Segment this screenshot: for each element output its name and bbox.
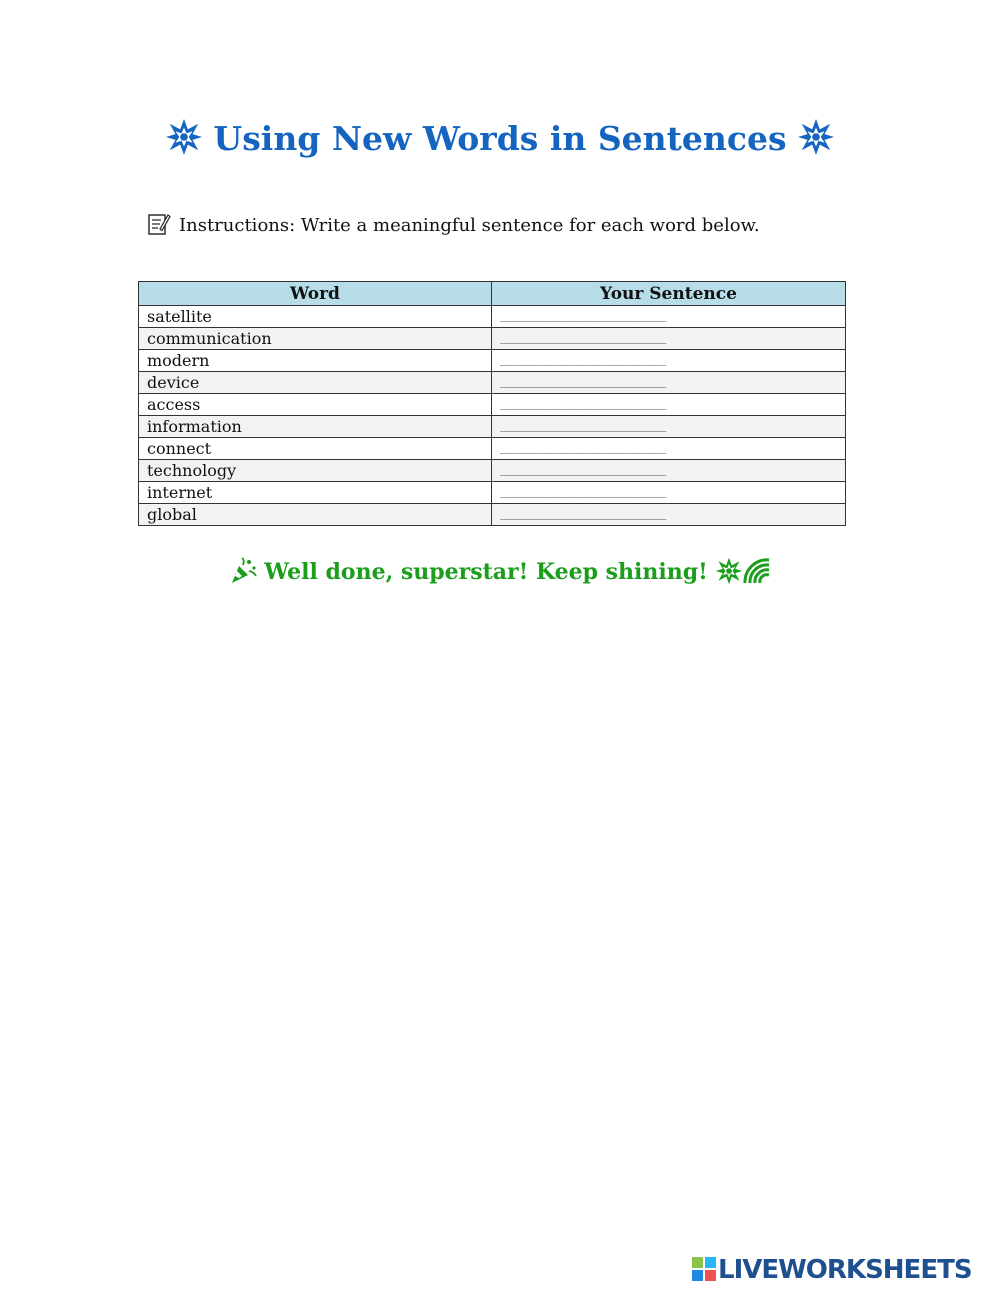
- table-row: [139, 416, 846, 438]
- table-row: [139, 372, 846, 394]
- table-row: [139, 328, 846, 350]
- column-header-sentence: Your Sentence: [492, 282, 846, 306]
- sparkle-icon: [715, 557, 743, 585]
- table-row: [139, 394, 846, 416]
- sentence-blank[interactable]: ______________________________: [492, 328, 846, 350]
- word-cell: internet: [139, 482, 492, 504]
- word-cell: connect: [139, 438, 492, 460]
- rainbow-icon: [743, 557, 771, 585]
- word-cell: global: [139, 504, 492, 526]
- word-cell: technology: [139, 460, 492, 482]
- page-title: [0, 118, 1000, 158]
- page-title-text: Using New Words in Sentences: [213, 119, 787, 158]
- sparkle-icon: [165, 118, 203, 156]
- word-cell: communication: [139, 328, 492, 350]
- instructions: [147, 212, 760, 236]
- sentence-blank[interactable]: ______________________________: [492, 482, 846, 504]
- word-cell: information: [139, 416, 492, 438]
- word-cell: access: [139, 394, 492, 416]
- encouragement-text: Well done, superstar! Keep shining!: [264, 559, 708, 585]
- table-row: [139, 306, 846, 328]
- words-table: [138, 281, 846, 526]
- table-row: [139, 504, 846, 526]
- sparkle-icon: [797, 118, 835, 156]
- party-popper-icon: [229, 557, 257, 585]
- sentence-blank[interactable]: ______________________________: [492, 350, 846, 372]
- sentence-blank[interactable]: ______________________________: [492, 504, 846, 526]
- encouragement-message: [0, 557, 1000, 585]
- sentence-blank[interactable]: ______________________________: [492, 394, 846, 416]
- liveworksheets-logo-icon: [692, 1257, 716, 1281]
- memo-icon: [147, 212, 171, 236]
- word-cell: satellite: [139, 306, 492, 328]
- table-header-row: [139, 282, 846, 306]
- table-row: [139, 438, 846, 460]
- sentence-blank[interactable]: ______________________________: [492, 306, 846, 328]
- column-header-word: Word: [139, 282, 492, 306]
- word-cell: modern: [139, 350, 492, 372]
- table-row: [139, 350, 846, 372]
- sentence-blank[interactable]: ______________________________: [492, 416, 846, 438]
- liveworksheets-logo: [692, 1255, 972, 1285]
- sentence-blank[interactable]: ______________________________: [492, 460, 846, 482]
- sentence-blank[interactable]: ______________________________: [492, 372, 846, 394]
- table-row: [139, 482, 846, 504]
- instructions-text: Instructions: Write a meaningful sentence for each word below.: [179, 215, 760, 236]
- table-row: [139, 460, 846, 482]
- word-cell: device: [139, 372, 492, 394]
- sentence-blank[interactable]: ______________________________: [492, 438, 846, 460]
- brand-name: LIVEWORKSHEETS: [718, 1255, 972, 1285]
